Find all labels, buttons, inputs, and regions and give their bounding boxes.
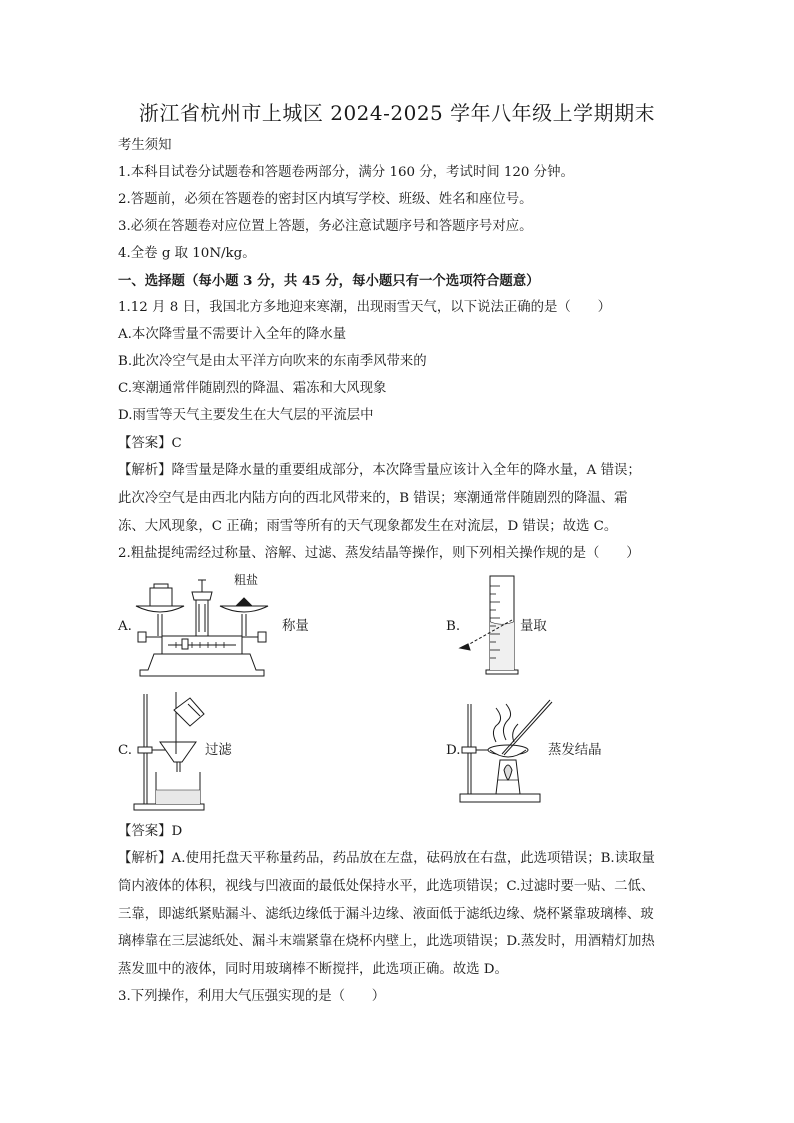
notice-item-2: 2.答题前，必须在答题卷的密封区内填写学校、班级、姓名和座位号。 <box>118 192 533 207</box>
figure-a-tag: 粗盐 <box>234 573 259 587</box>
measuring-cylinder-illustration <box>456 574 520 678</box>
figure-a-letter: A. <box>118 619 132 634</box>
q1-option-b: B.此次冷空气是由太平洋方向吹来的东南季风带来的 <box>118 354 427 369</box>
q2-analysis-line-4: 璃棒靠在三层滤纸处、漏斗末端紧靠在烧杯内壁上，此选项错误；D.蒸发时，用酒精灯加热 <box>118 934 655 949</box>
q1-option-c: C.寒潮通常伴随剧烈的降温、霜冻和大风现象 <box>118 381 387 396</box>
evaporation-illustration <box>456 694 556 806</box>
figure-d-letter: D. <box>446 743 461 758</box>
section-heading: 一、选择题（每小题 3 分，共 45 分，每小题只有一个选项符合题意） <box>118 273 540 289</box>
figure-a-caption: 称量 <box>282 619 309 634</box>
q3-stem: 3.下列操作，利用大气压强实现的是（ ） <box>118 989 386 1004</box>
q1-option-a: A.本次降雪量不需要计入全年的降水量 <box>118 327 347 342</box>
q1-answer: 【答案】C <box>118 436 182 451</box>
q1-analysis-line-2: 此次冷空气是由西北内陆方向的西北风带来的，B 错误；寒潮通常伴随剧烈的降温、霜 <box>118 491 628 506</box>
q1-analysis-line-3: 冻、大风现象，C 正确；雨雪等所有的天气现象都发生在对流层，D 错误；故选 C。 <box>118 519 618 534</box>
figure-c-caption: 过滤 <box>205 743 232 758</box>
figure-b-letter: B. <box>446 619 461 634</box>
figure-b-caption: 量取 <box>520 619 547 634</box>
notice-item-4: 4.全卷 g 取 10N/kg。 <box>118 246 256 261</box>
page-title: 浙江省杭州市上城区 2024-2025 学年八年级上学期期末 <box>138 101 656 125</box>
q2-analysis-line-1: 【解析】A.使用托盘天平称量药品，药品放在左盘，砝码放在右盘，此选项错误；B.读取量 <box>118 851 655 866</box>
figure-d-caption: 蒸发结晶 <box>548 743 602 758</box>
filtration-illustration <box>130 690 208 812</box>
q2-stem: 2.粗盐提纯需经过称量、溶解、过滤、蒸发结晶等操作，则下列相关操作规的是（ ） <box>118 546 640 561</box>
notice-item-3: 3.必须在答题卷对应位置上答题，务必注意试题序号和答题序号对应。 <box>118 219 533 234</box>
q2-analysis-line-5: 蒸发皿中的液体，同时用玻璃棒不断搅拌，此选项正确。故选 D。 <box>118 962 508 977</box>
balance-illustration <box>132 576 272 680</box>
notice-heading: 考生须知 <box>118 138 172 153</box>
figure-c-letter: C. <box>118 743 133 758</box>
q1-stem: 1.12 月 8 日，我国北方多地迎来寒潮，出现雨雪天气，以下说法正确的是（ ） <box>118 300 611 315</box>
q2-answer: 【答案】D <box>118 824 183 839</box>
q1-analysis-line-1: 【解析】降雪量是降水量的重要组成部分，本次降雪量应该计入全年的降水量，A 错误； <box>118 463 641 478</box>
notice-item-1: 1.本科目试卷分试题卷和答题卷两部分，满分 160 分，考试时间 120 分钟。 <box>118 165 574 180</box>
q2-analysis-line-3: 三靠，即滤纸紧贴漏斗、滤纸边缘低于漏斗边缘、液面低于滤纸边缘、烧杯紧靠玻璃棒、玻 <box>118 907 654 922</box>
q2-analysis-line-2: 筒内液体的体积，视线与凹液面的最低处保持水平，此选项错误；C.过滤时要一贴、二低、 <box>118 879 655 894</box>
q1-option-d: D.雨雪等天气主要发生在大气层的平流层中 <box>118 408 374 423</box>
